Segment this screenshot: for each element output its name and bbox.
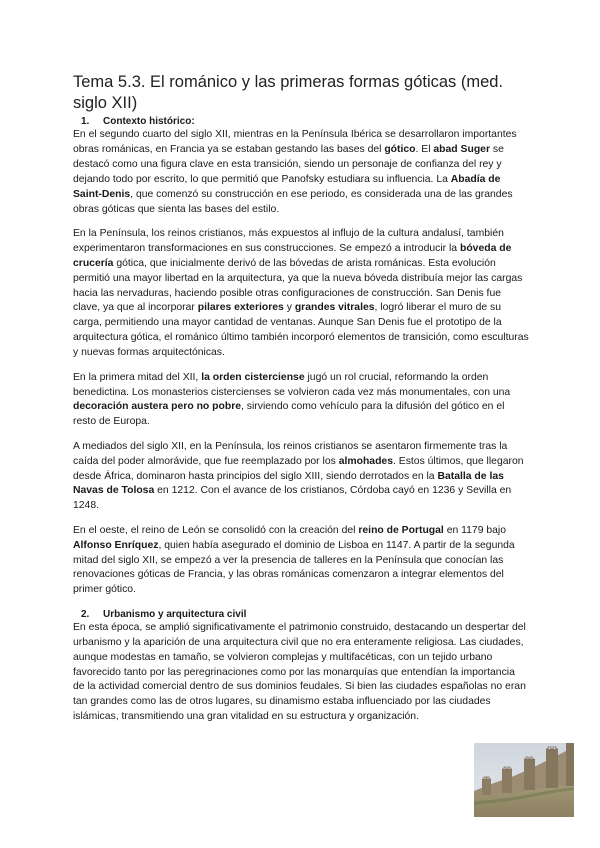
bold-term: gótico xyxy=(384,143,416,155)
text-run: , sirviendo como vehículo para la difusión del gótico en el resto de Europa. xyxy=(73,401,505,428)
text-run: , logró liberar el muro de su carga, permitiendo una mayor cantidad de ventanas. Aunque San Denis fue el prototipo de la arquitectura gótica, el románico último también incorporó elementos de transición, como esculturas y nuevas formas arquitectónicas. xyxy=(73,302,529,359)
text-run: jugó un rol crucial, reformando la orden benedictina. Los monasterios cistercienses se volvieron cada vez más monumentales, con una xyxy=(73,371,511,398)
text-run: se destacó como una figura clave en esta transición, siendo un personaje de confianza del rey y dejando todo por escrito, lo que permitió que Panofsky estudiara su influencia. La xyxy=(73,143,504,185)
paragraph xyxy=(73,440,529,515)
section-title: Contexto histórico: xyxy=(103,116,195,127)
paragraph xyxy=(73,621,529,725)
text-run: En la primera mitad del XII, xyxy=(73,371,202,383)
section-2 xyxy=(73,608,529,725)
section-title: Urbanismo y arquitectura civil xyxy=(103,608,247,620)
bold-term: pilares exteriores xyxy=(197,302,284,314)
section-number: 1. xyxy=(81,116,90,127)
text-run: , quien había asegurado el dominio de Lisboa en 1147. A partir de la segunda mitad del siglo XII, se empezó a ver la presencia de talleres en la Península que conocían las renovaciones góticas de Francia, y las obras románicas comenzaron a integrar elementos del primer gótico. xyxy=(73,539,515,596)
text-run: en 1212. Con el avance de los cristianos, Córdoba cayó en 1236 y Sevilla en 1248. xyxy=(73,485,512,512)
bold-term: Alfonso Enríquez xyxy=(73,539,159,551)
text-run: En el oeste, el reino de León se consolidó con la creación del xyxy=(73,524,359,536)
section-heading xyxy=(73,115,529,128)
text-run: y xyxy=(283,302,295,314)
bold-term: decoración austera pero no pobre xyxy=(73,401,242,413)
bold-term: almohades xyxy=(338,455,393,467)
paragraph xyxy=(73,128,529,217)
text-run: en 1179 bajo xyxy=(443,524,507,536)
bold-term: reino de Portugal xyxy=(358,524,444,536)
bold-term: Batalla de las Navas de Tolosa xyxy=(73,470,504,497)
bold-term: bóveda de crucería xyxy=(73,242,512,269)
bold-term: la orden cisterciense xyxy=(201,371,305,383)
section-heading xyxy=(73,608,529,621)
text-run: , que comenzó su construcción en ese periodo, es considerada una de las grandes obras góticas que sienta las bases del estilo. xyxy=(73,188,513,215)
paragraph xyxy=(73,371,529,431)
paragraph xyxy=(73,227,529,361)
text-run: En la Península, los reinos cristianos, más expuestos al influjo de la cultura andalusí, también experimentaron transformaciones en sus construcciones. Se empezó a introducir la xyxy=(73,227,504,254)
section-1 xyxy=(73,115,529,598)
text-run: gótica, que inicialmente derivó de las bóvedas de arista románicas. Esta evolución permitió una mayor libertad en la arquitectura, ya que la nueva bóveda distribuía mejor las cargas hacia las nervaduras, haciendo posible otras configuraciones de construcción. San Denis fue clave, ya que al incorporar xyxy=(73,257,523,314)
page-title: Tema 5.3. El románico y las primeras formas góticas (med. siglo XII) xyxy=(73,73,504,112)
city-wall-photo xyxy=(474,743,574,817)
paragraph xyxy=(73,524,529,599)
text-run: En el segundo cuarto del siglo XII, mientras en la Península Ibérica se desarrollaron importantes obras románicas, en Francia ya se estaban gestando las bases del xyxy=(73,129,517,155)
text-run: . El xyxy=(415,143,434,155)
text-run: En esta época, se amplió significativamente el patrimonio construido, destacando un despertar del urbanismo y la aparición de una arquitectura civil que no era enteramente religiosa. Las ciudades, aunque modestas en tamaño, se volvieron complejas y multifacéticas, con un tejido urbano favorecido tanto por las peregrinaciones como por las monarquías que entendían la importancia de la actividad comercial dentro de sus dominios feudales. Si bien las ciudades españolas no eran tan grandes como las de otros lugares, su dinamismo estaba influenciado por las ciudades islámicas, transmitiendo una gran vitalidad en su estructura y organización. xyxy=(73,621,526,723)
section-number: 2. xyxy=(81,608,90,620)
text-run: A mediados del siglo XII, en la Península, los reinos cristianos se asentaron firmemente tras la caída del poder almorávide, que fue reemplazado por los xyxy=(73,440,508,467)
text-run: . Estos últimos, que llegaron desde África, dominaron hasta principios del siglo XIII, siendo derrotados en la xyxy=(73,455,524,482)
bold-term: abad Suger xyxy=(433,143,490,155)
document-page xyxy=(73,72,529,735)
bold-term: Abadía de Saint-Denis xyxy=(73,173,501,200)
bold-term: grandes vitrales xyxy=(294,302,375,314)
